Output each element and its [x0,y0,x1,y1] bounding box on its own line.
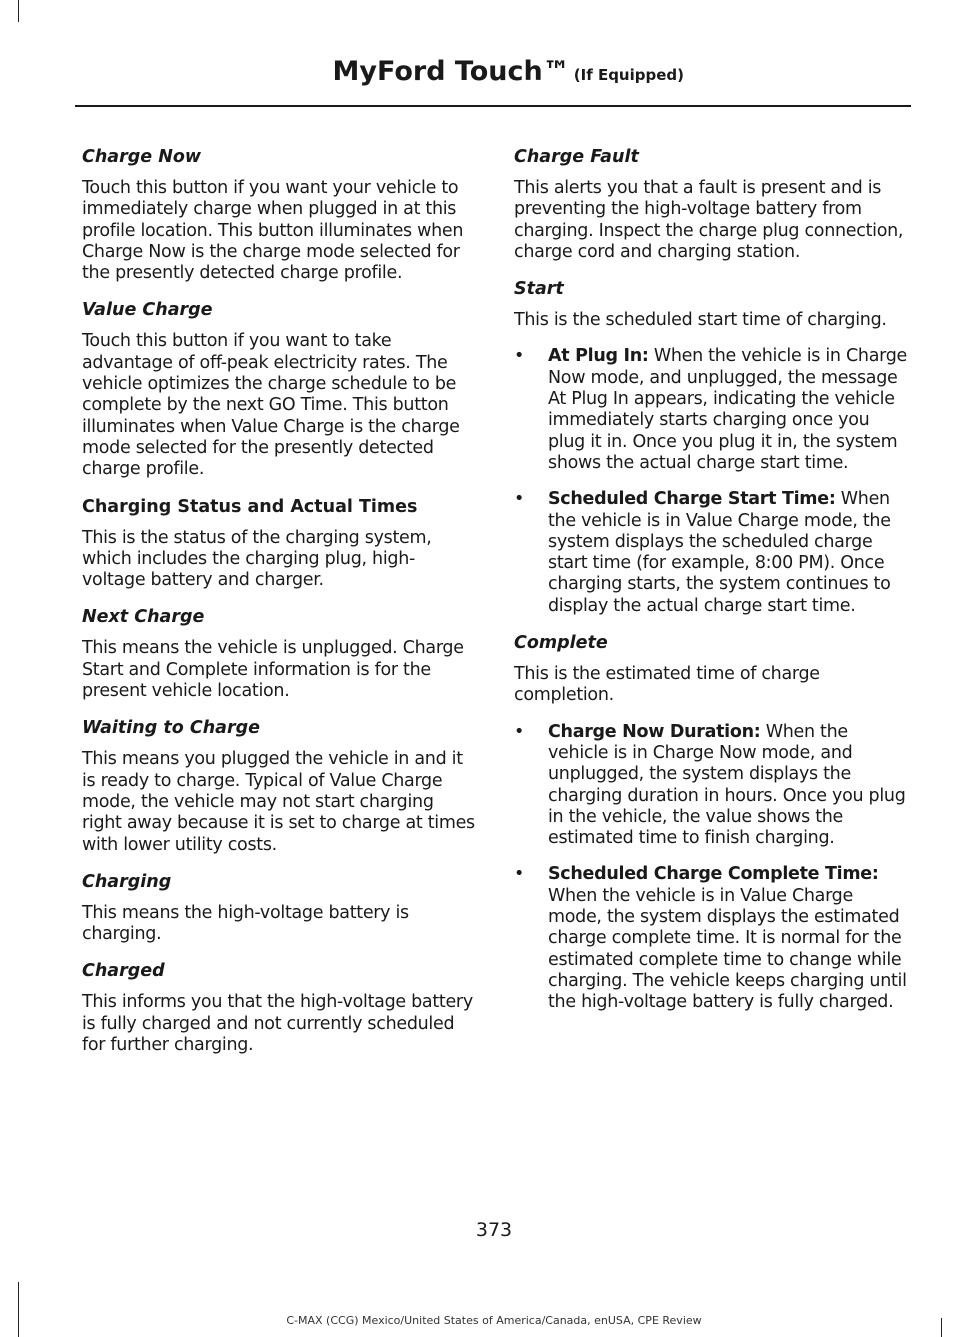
text-charging-status: This is the status of the charging system, which includes the charging plug, high-voltage battery and charger. [82,527,432,591]
left-column [82,146,477,1071]
list-item-scheduled-charge-start [514,489,909,617]
text-charge-fault: This alerts you that a fault is present and is preventing the high-voltage battery from charging. Inspect the charge plug connection, charge cord and charging station. [514,178,904,262]
heading-charge-fault: Charge Fault [514,147,639,167]
bullet-icon: • [514,864,525,885]
heading-start: Start [514,279,564,300]
heading-charging-status: Charging Status and Actual Times [82,496,418,517]
heading-waiting-to-charge: Waiting to Charge [82,718,260,739]
right-column [514,146,909,1029]
term-at-plug-in: At Plug In: [548,346,649,367]
term-scheduled-charge-complete: Scheduled Charge Complete Time: [548,864,879,885]
desc-scheduled-charge-complete: When the vehicle is in Value Charge mode, the system displays the estimated charge complete time. It is normal for the estimated complete time to change while charging. The vehicle keeps charging until the high-voltage battery is fully charged. [548,885,907,1013]
list-item-at-plug-in [514,346,909,474]
bullet-icon: • [514,346,525,367]
text-complete: This is the estimated time of charge completion. [514,664,820,706]
page-number: 373 [475,1219,513,1241]
heading-charge-now: Charge Now [82,147,202,167]
heading-value-charge: Value Charge [82,300,213,321]
text-charging: This means the high-voltage battery is charging. [82,902,409,945]
page-header [333,56,684,87]
list-item-charge-now-duration [514,722,909,850]
heading-charged: Charged [82,961,165,982]
page-header-subtitle: (If Equipped) [573,66,684,84]
desc-at-plug-in: When the vehicle is in Charge Now mode, and unplugged, the message At Plug In appears, indicating the vehicle immediately starts charging once you plug it in. Once you plug it in, the system shows the actual charge start time. [548,346,907,473]
text-start: This is the scheduled start time of charging. [514,310,887,331]
text-value-charge: Touch this button if you want to take advantage of off-peak electricity rates. The vehicle optimizes the charge schedule to be complete by the next GO Time. This button illuminates when Value Charge is the charge mode selected for the presently detected charge profile. [82,331,460,480]
page-header-title: MyFord Touch™ [332,56,570,87]
text-charge-now: Touch this button if you want your vehicle to immediately charge when plugged in at this profile location. This button illuminates when Charge Now is the charge mode selected for the presently detected charge profile. [82,178,464,284]
crop-mark-bottom-left [18,1282,19,1337]
text-waiting-to-charge: This means you plugged the vehicle in and it is ready to charge. Typical of Value Charge mode, the vehicle may not start charging right away because it is set to charge at times with lower utility costs. [82,749,475,855]
heading-charging: Charging [82,871,172,892]
desc-scheduled-charge-start: When the vehicle is in Value Charge mode, the system displays the scheduled charge start time (for example, 8:00 PM). Once charging starts, the system continues to display the actual charge start time. [548,489,891,616]
footer-text: C-MAX (CCG) Mexico/United States of America/Canada, enUSA, CPE Review [286,1314,702,1327]
text-next-charge: This means the vehicle is unplugged. Charge Start and Complete information is for the present vehicle location. [82,638,464,702]
desc-charge-now-duration: When the vehicle is in Charge Now mode, and unplugged, the system displays the charging duration in hours. Once you plug in the vehicle, the value shows the estimated time to finish charging. [548,721,906,849]
bullet-icon: • [514,489,525,510]
header-rule [75,105,911,107]
list-item-scheduled-charge-complete [514,864,909,1013]
heading-complete: Complete [514,633,608,654]
crop-mark-top-left [18,0,19,22]
text-charged: This informs you that the high-voltage battery is fully charged and not currently scheduled for further charging. [82,992,473,1056]
term-charge-now-duration: Charge Now Duration: [548,721,761,742]
term-scheduled-charge-start: Scheduled Charge Start Time: [548,489,836,510]
heading-next-charge: Next Charge [82,607,205,628]
bullet-icon: • [514,721,525,742]
